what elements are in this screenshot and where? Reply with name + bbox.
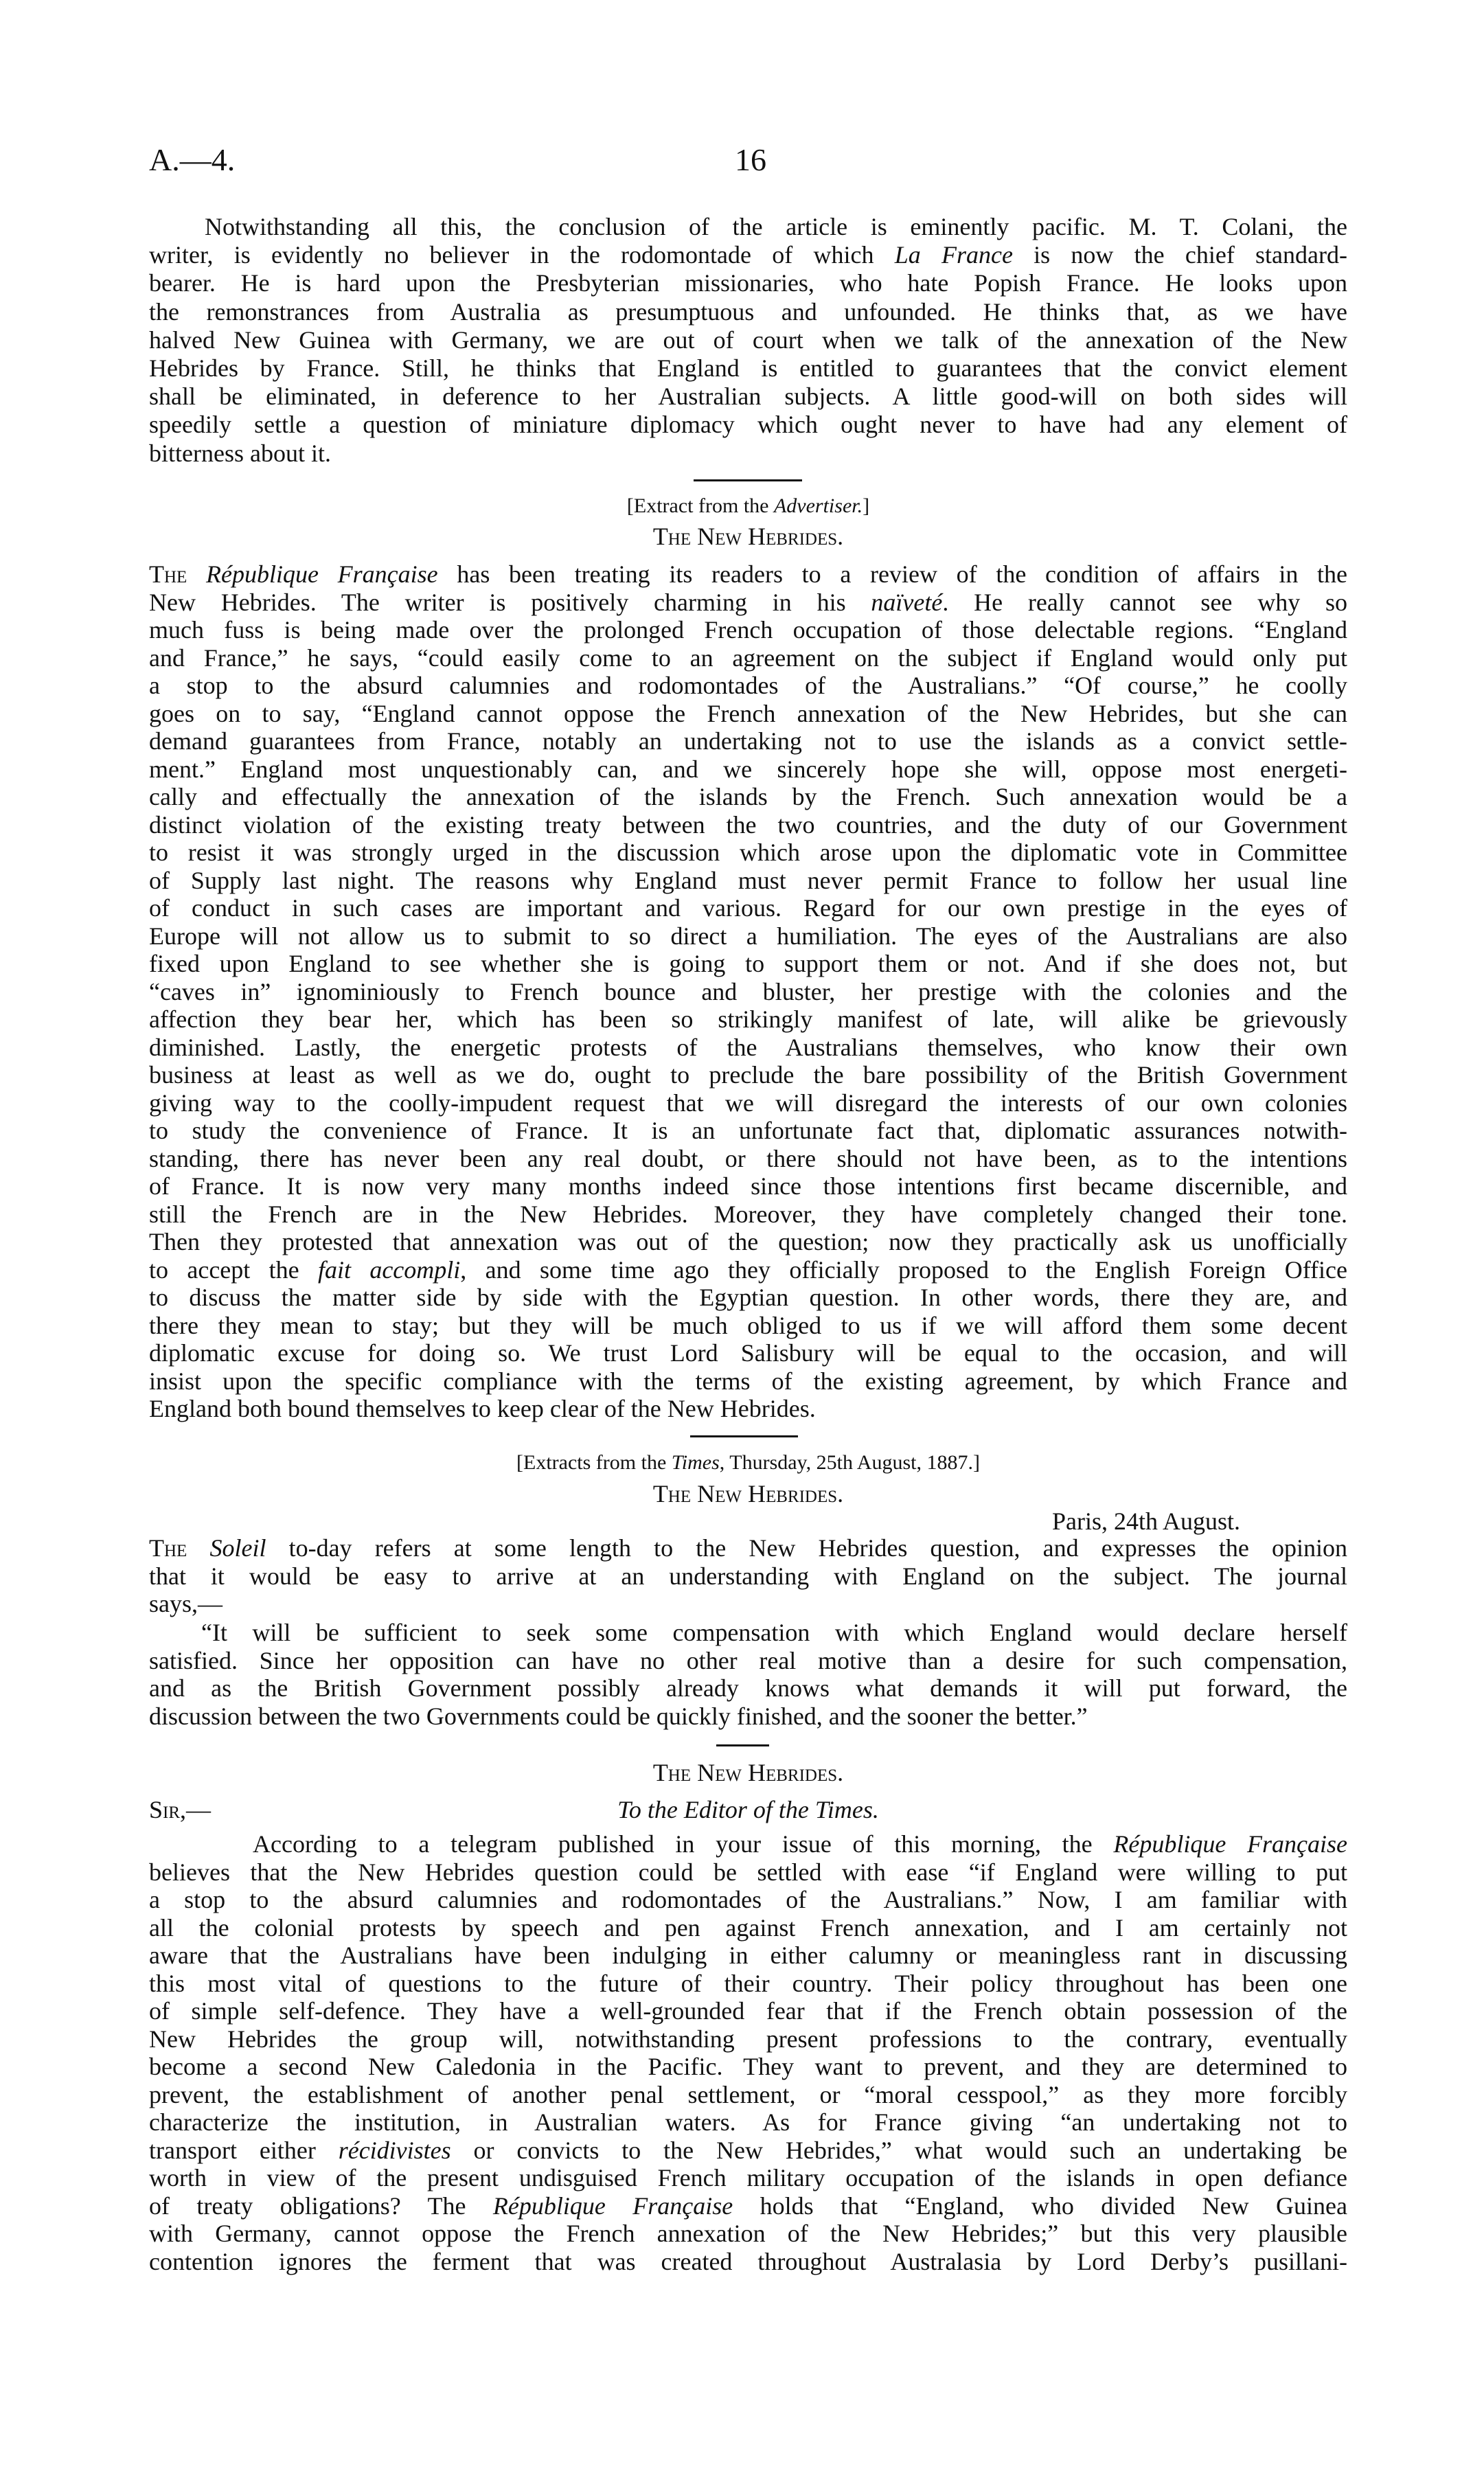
text-segment: this most vital of questions to the future of their country. Their policy throughout has been one [149, 1969, 1347, 1997]
text-segment [187, 560, 206, 588]
italic-text: République Française [492, 2191, 733, 2220]
text-line [149, 440, 1347, 468]
italic-text: République Française [206, 560, 438, 588]
section-divider [716, 1744, 769, 1746]
text-line [149, 672, 1347, 700]
italic-text: La France [894, 241, 1013, 269]
article-paragraph [149, 213, 1347, 468]
text-line [149, 1534, 1347, 1562]
letter-paragraph [149, 1830, 1347, 2275]
text-segment: halved New Guinea with Germany, we are out of court when we talk of the annexation of the New [149, 326, 1347, 354]
text-segment: According to a telegram published in your issue of this morning, the [253, 1830, 1114, 1858]
text-segment: of simple self-defence. They have a well-grounded fear that if the French obtain possession of the [149, 1997, 1347, 2025]
text-line [149, 1145, 1347, 1173]
text-segment: become a second New Caledonia in the Pacific. They want to prevent, and they are determined to [149, 2053, 1347, 2080]
text-segment: Hebrides by France. Still, he thinks that England is entitled to guarantees that the convict element [149, 354, 1347, 383]
text-line [149, 1590, 1347, 1618]
text-segment: there they mean to stay; but they will be much obliged to us if we will afford them some decent [149, 1311, 1347, 1339]
source-suffix: ] [863, 494, 870, 517]
source-note [149, 1451, 1347, 1475]
text-segment: the remonstrances from Australia as presumptuous and unfounded. He thinks that, as we have [149, 297, 1347, 326]
text-line [149, 1886, 1347, 1914]
text-line [149, 644, 1347, 672]
section-heading: The New Hebrides. [652, 523, 844, 550]
text-segment: and France,” he says, “could easily come to an agreement on the subject if England would only put [149, 644, 1347, 672]
text-line [149, 2137, 1347, 2165]
text-segment: that it would be easy to arrive at an understanding with England on the subject. The journal [149, 1562, 1347, 1590]
text-segment: “caves in” ignominiously to French bounce and bluster, her prestige with the colonies and the [149, 977, 1347, 1005]
text-segment: is now the chief standard- [1012, 241, 1347, 269]
text-line [149, 1089, 1347, 1117]
text-segment: fixed upon England to see whether she is going to support them or not. And if she does not, but [149, 950, 1347, 977]
text-line [149, 2220, 1347, 2248]
text-line [149, 811, 1347, 839]
text-line [149, 1858, 1347, 1887]
text-segment: bearer. He is hard upon the Presbyterian missionaries, who hate Popish France. He looks upon [149, 269, 1347, 297]
text-line [149, 2025, 1347, 2053]
text-line [149, 1200, 1347, 1229]
text-line [149, 1703, 1347, 1731]
text-segment: New Hebrides. The writer is positively charming in his [149, 588, 871, 616]
text-segment: transport either [149, 2136, 339, 2164]
text-segment: contention ignores the ferment that was created throughout Australasia by Lord Derby’s pusillani- [149, 2247, 1347, 2275]
text-segment: shall be eliminated, in deference to her Australian subjects. A little good-will on both sides will [149, 383, 1347, 411]
source-note [149, 494, 1347, 518]
text-line [149, 755, 1347, 784]
text-line [149, 1367, 1347, 1396]
text-line [149, 298, 1347, 326]
text-line [149, 2053, 1347, 2081]
small-caps-text: The [149, 1534, 187, 1562]
text-segment: or convicts to the New Hebrides,” what would such an undertaking be [450, 2136, 1347, 2164]
text-segment: goes on to say, “England cannot oppose the French annexation of the New Hebrides, but she can [149, 699, 1347, 727]
text-segment: , and some time ago they officially proposed to the English Foreign Office [460, 1255, 1347, 1284]
text-line [149, 783, 1347, 811]
times-quotation [149, 1619, 1347, 1730]
text-segment: believes that the New Hebrides question could be settled with ease “if England were willing to put [149, 1858, 1347, 1886]
text-segment: has been treating its readers to a review of the condition of affairs in the [437, 560, 1348, 588]
text-segment: a stop to the absurd calumnies and rodomontades of the Australians.” Now, I am familiar with [149, 1886, 1347, 1913]
italic-text: récidivistes [338, 2136, 451, 2164]
text-segment: Notwithstanding all this, the conclusion of the article is eminently pacific. M. T. Colani, the [205, 213, 1347, 240]
letter-addressee: To the Editor of the Times. [617, 1796, 879, 1823]
source-suffix: , Thursday, 25th August, 1887.] [719, 1451, 980, 1474]
text-line [149, 978, 1347, 1006]
text-segment: insist upon the specific compliance with the terms of the existing agreement, by which France and [149, 1367, 1347, 1395]
text-line [149, 560, 1347, 589]
text-segment: all the colonial protests by speech and pen against French annexation, and I am certainly not [149, 1913, 1347, 1942]
text-segment: standing, there has never been any real doubt, or there should not have been, as to the intentions [149, 1144, 1347, 1172]
section-divider [694, 479, 802, 481]
text-line [149, 616, 1347, 644]
text-segment: business at least as well as we do, ought to preclude the bare possibility of the British Government [149, 1061, 1347, 1089]
text-line [149, 700, 1347, 728]
source-publication: Advertiser. [773, 494, 863, 517]
text-line [149, 1619, 1347, 1647]
text-segment: much fuss is being made over the prolonged French occupation of those delectable regions. “England [149, 616, 1347, 644]
italic-text: fait accompli [317, 1255, 461, 1284]
text-segment: Then they protested that annexation was out of the question; now they practically ask us unofficially [149, 1228, 1347, 1255]
small-caps-text: The [149, 560, 187, 588]
text-segment: prevent, the establishment of another penal settlement, or “moral cesspool,” as they more forcibly [149, 2080, 1347, 2108]
text-line [149, 213, 1347, 241]
document-reference: A.—4. [149, 142, 236, 177]
section-heading: The New Hebrides. [652, 1480, 844, 1507]
text-line [149, 2164, 1347, 2192]
text-segment: to discuss the matter side by side with the Egyptian question. In other words, there they are, and [149, 1284, 1347, 1311]
text-line [149, 1395, 1347, 1423]
text-segment: demand guarantees from France, notably an undertaking not to use the islands as a convict settle- [149, 727, 1347, 755]
text-segment: worth in view of the present undisguised French military occupation of the islands in open defiance [149, 2164, 1347, 2191]
text-line [149, 354, 1347, 383]
text-line [149, 1117, 1347, 1145]
text-line [149, 1312, 1347, 1340]
text-segment: satisfied. Since her opposition can have no other real motive than a desire for such compensation, [149, 1646, 1347, 1674]
text-line [149, 1256, 1347, 1284]
text-segment: of Supply last night. The reasons why England must never permit France to follow her usual line [149, 866, 1347, 894]
text-line [149, 411, 1347, 439]
text-line [149, 727, 1347, 755]
text-segment: says,— [149, 1590, 222, 1617]
text-segment: . He really cannot see why so [942, 588, 1348, 616]
text-segment: of treaty obligations? The [149, 2191, 493, 2220]
text-line [149, 589, 1347, 617]
text-segment: discussion between the two Governments could be quickly finished, and the sooner the better.” [149, 1702, 1088, 1730]
text-segment: still the French are in the New Hebrides. Moreover, they have completely changed their tone. [149, 1200, 1347, 1228]
dateline: Paris, 24th August. [1052, 1507, 1241, 1535]
text-segment: to accept the [149, 1255, 318, 1284]
text-line [149, 1005, 1347, 1034]
text-line [149, 1970, 1347, 1998]
text-segment: diminished. Lastly, the energetic protests of the Australians themselves, who know their own [149, 1033, 1347, 1061]
text-line [149, 1339, 1347, 1367]
text-segment: affection they bear her, which has been so strikingly manifest of late, will alike be grievously [149, 1005, 1347, 1033]
text-segment: writer, is evidently no believer in the rodomontade of which [149, 241, 895, 269]
text-segment: of conduct in such cases are important and various. Regard for our own prestige in the eyes of [149, 894, 1347, 922]
text-line [149, 1061, 1347, 1089]
text-segment [187, 1534, 209, 1562]
text-line [149, 950, 1347, 978]
text-line [149, 241, 1347, 269]
text-line [149, 1674, 1347, 1703]
text-line [149, 1172, 1347, 1200]
italic-text: République Française [1113, 1830, 1348, 1858]
text-segment: giving way to the coolly-impudent request that we will disregard the interests of our own colonies [149, 1089, 1347, 1117]
text-segment: England both bound themselves to keep clear of the New Hebrides. [149, 1395, 816, 1422]
text-line [149, 2108, 1347, 2137]
italic-text: naïveté [871, 588, 943, 616]
text-line [149, 1647, 1347, 1675]
text-line [149, 1562, 1347, 1591]
text-segment: diplomatic excuse for doing so. We trust Lord Salisbury will be equal to the occasion, and will [149, 1339, 1347, 1367]
text-line [149, 1830, 1347, 1858]
text-line [149, 1914, 1347, 1942]
source-publication: Times [671, 1451, 720, 1474]
source-prefix: [Extracts from the [516, 1451, 672, 1474]
text-line [149, 1284, 1347, 1312]
text-segment: aware that the Australians have been indulging in either calumny or meaningless rant in discussing [149, 1942, 1347, 1969]
text-line [149, 894, 1347, 922]
text-line [149, 2192, 1347, 2220]
text-line [149, 2248, 1347, 2276]
text-segment: a stop to the absurd calumnies and rodomontades of the Australians.” “Of course,” he coolly [149, 672, 1347, 699]
text-segment: Europe will not allow us to submit to so direct a humiliation. The eyes of the Australians are also [149, 922, 1347, 950]
text-segment: New Hebrides the group will, notwithstanding present professions to the contrary, eventually [149, 2025, 1347, 2053]
text-line [149, 326, 1347, 354]
text-line [149, 1034, 1347, 1062]
text-segment: cally and effectually the annexation of the islands by the French. Such annexation would be a [149, 783, 1347, 810]
times-paragraph [149, 1534, 1347, 1618]
text-segment: holds that “England, who divided New Guinea [733, 2191, 1348, 2220]
text-segment: of France. It is now very many months indeed since those intentions first became discernible, and [149, 1172, 1347, 1200]
text-line [149, 922, 1347, 950]
section-divider [690, 1435, 798, 1437]
text-segment: “It will be sufficient to seek some compensation with which England would declare herself [201, 1619, 1347, 1646]
text-line [149, 269, 1347, 297]
text-line [149, 1228, 1347, 1256]
italic-text: Soleil [209, 1534, 266, 1562]
text-segment: bitterness about it. [149, 439, 331, 467]
page-number: 16 [735, 142, 766, 177]
text-line [149, 1942, 1347, 1970]
text-segment: to-day refers at some length to the New Hebrides question, and expresses the opinion [266, 1534, 1347, 1562]
text-line [149, 839, 1347, 867]
text-segment: with Germany, cannot oppose the French annexation of the New Hebrides;” but this very plausible [149, 2220, 1347, 2247]
text-segment: to study the convenience of France. It is an unfortunate fact that, diplomatic assurances notwith- [149, 1117, 1347, 1144]
text-segment: speedily settle a question of miniature diplomacy which ought never to have had any element of [149, 411, 1347, 439]
text-line [149, 1997, 1347, 2025]
text-segment: and as the British Government possibly already knows what demands it will put forward, the [149, 1674, 1347, 1702]
text-segment: ment.” England most unquestionably can, and we sincerely hope she will, oppose most energeti- [149, 755, 1347, 783]
source-prefix: [Extract from the [626, 494, 774, 517]
advertiser-paragraph [149, 560, 1347, 1423]
section-heading: The New Hebrides. [652, 1759, 844, 1786]
text-line [149, 2081, 1347, 2109]
letter-salutation: Sir,— [149, 1796, 212, 1823]
text-segment: to resist it was strongly urged in the discussion which arose upon the diplomatic vote in Committee [149, 839, 1347, 866]
text-line [149, 383, 1347, 411]
text-segment: distinct violation of the existing treaty between the two countries, and the duty of our Government [149, 810, 1347, 839]
text-segment: characterize the institution, in Australian waters. As for France giving “an undertaking not to [149, 2108, 1347, 2136]
text-line [149, 867, 1347, 895]
